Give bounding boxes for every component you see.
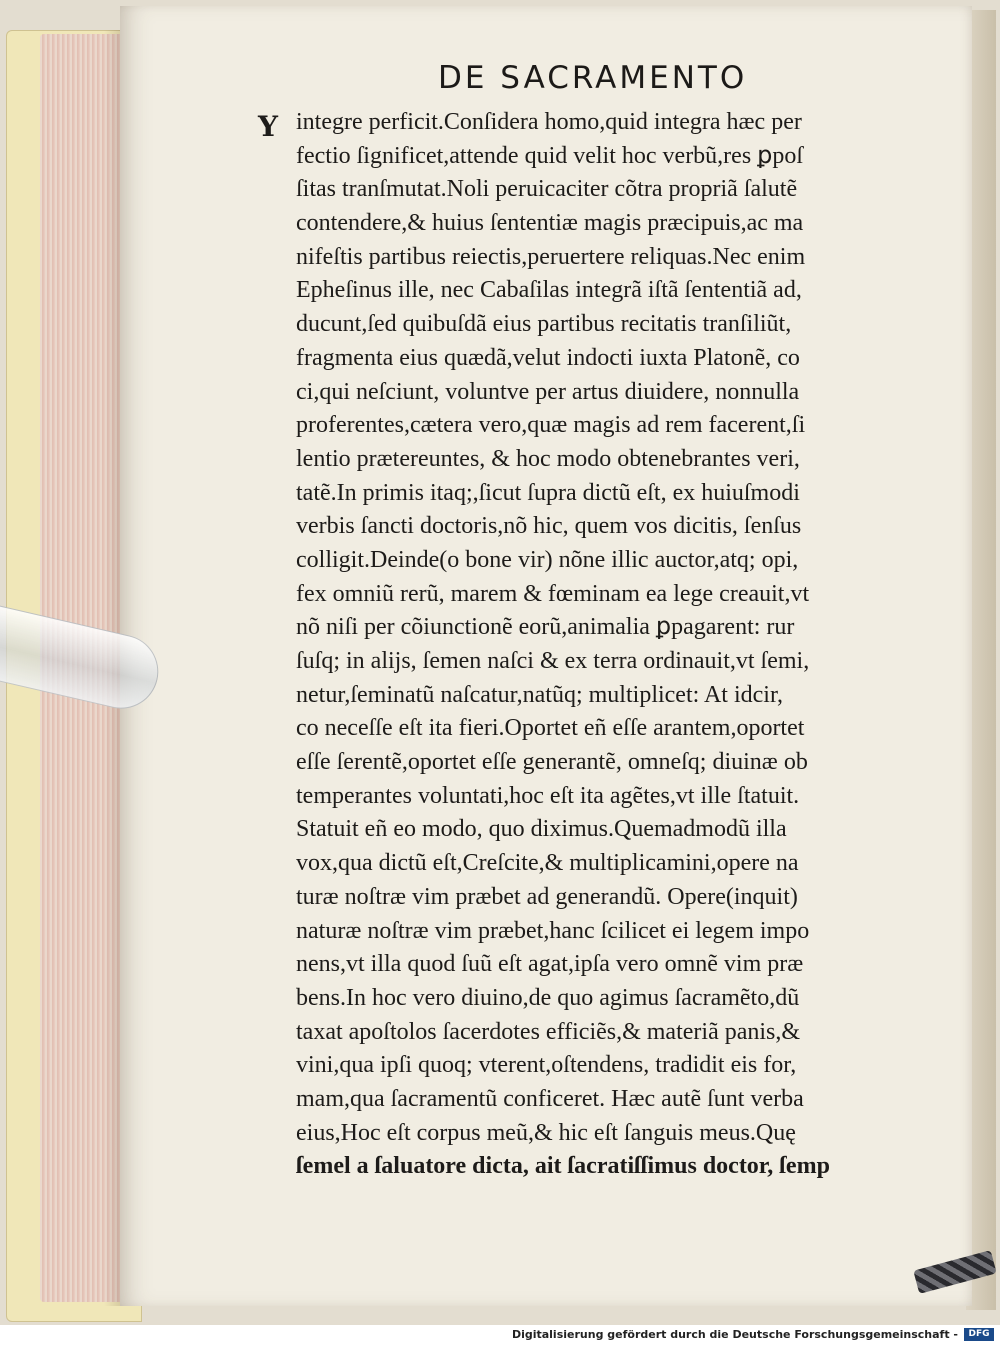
- running-title: DE SACRAMENTO: [438, 60, 748, 96]
- text-line: verbis ſancti doctoris,nõ hic, quem vos dicitis, ſenſus: [296, 513, 802, 540]
- text-line: co neceſſe eſt ita fieri.Oportet eñ eſſe arantem,oportet: [296, 715, 805, 742]
- text-line: ſitas tranſmutat.Noli peruicaciter cõtra propriã ſalutẽ: [296, 176, 798, 203]
- text-line: Statuit eñ eo modo, quo diximus.Quemadmodũ illa: [296, 816, 787, 843]
- text-line: fragmenta eius quædã,velut indocti iuxta Platonẽ, co: [296, 344, 800, 371]
- text-line: nõ niſi per cõiunctionẽ eorũ,animalia ꝑpagarent: rur: [296, 614, 795, 641]
- text-line: nens,vt illa quod ſuũ eſt agat,ipſa vero omnẽ vim præ: [296, 951, 804, 978]
- text-line: ci,qui neſciunt, voluntve per artus diuidere, nonnulla: [296, 378, 800, 405]
- text-line: integre perficit.Conſidera homo,quid integra hæc per: [296, 109, 802, 135]
- text-line: contendere,& huius ſententiæ magis præcipuis,ac ma: [296, 210, 804, 237]
- text-line: fectio ſignificet,attende quid velit hoc verbũ,res ꝑpoſ: [296, 142, 804, 169]
- text-line: naturæ noſtræ vim præbet,hanc ſcilicet ei legem impo: [296, 917, 810, 944]
- text-line: fex omniũ rerũ, marem & fœminam ea lege creauit,vt: [296, 580, 810, 607]
- text-line: nifeſtis partibus reiectis,peruertere reliquas.Nec enim: [296, 243, 806, 270]
- text-line: turæ noſtræ vim præbet ad generandũ. Opere(inquit): [296, 883, 798, 910]
- text-line: eſſe ſerentẽ,oportet eſſe generantẽ, omneſq; diuinæ ob: [296, 749, 808, 776]
- text-line: temperantes voluntati,hoc eſt ita agẽtes,vt ille ſtatuit.: [296, 782, 800, 809]
- signature-mark: Y: [258, 110, 278, 143]
- funding-credit: Digitalisierung gefördert durch die Deutsche Forschungsgemeinschaft -: [511, 1328, 958, 1341]
- text-line: lentio prætereuntes, & hoc modo obtenebrantes veri,: [296, 445, 800, 472]
- text-line: eius,Hoc eſt corpus meũ,& hic eſt ſanguis meus.Quę: [296, 1119, 796, 1146]
- dfg-logo: DFG: [964, 1328, 994, 1341]
- text-line: ſuſq; in alijs, ſemen naſci & ex terra ordinauit,vt ſemi,: [296, 648, 810, 674]
- text-line: ſemel a ſaluatore dicta, ait ſacratiſſimus doctor, ſemp: [296, 1153, 830, 1180]
- text-line: tatẽ.In primis itaq;,ſicut ſupra dictũ eſt, ex huiuſmodi: [296, 479, 800, 506]
- body-text: [296, 106, 926, 1184]
- text-line: bens.In hoc vero diuino,de quo agimus ſacramẽto,dũ: [296, 984, 800, 1011]
- text-line: colligit.Deinde(o bone vir) nõne illic auctor,atq; opi,: [296, 546, 799, 573]
- text-line: mam,qua ſacramentũ conficeret. Hæc autẽ ſunt verba: [296, 1085, 804, 1112]
- text-line: vini,qua ipſi quoq; vterent,oſtendens, tradidit eis for,: [296, 1052, 797, 1079]
- text-line: ducunt,ſed quibuſdã eius partibus recitatis tranſiliũt,: [296, 311, 792, 338]
- text-line: proferentes,cætera vero,quæ magis ad rem facerent,ſi: [296, 412, 806, 439]
- text-line: vox,qua dictũ eſt,Creſcite,& multiplicamini,opere na: [296, 850, 799, 877]
- text-line: Epheſinus ille, nec Cabaſilas integrã iſtã ſententiã ad,: [296, 277, 802, 304]
- text-line: taxat apoſtolos ſacerdotes efficiẽs,& materiã panis,&: [296, 1018, 801, 1045]
- text-line: netur,ſeminatũ naſcatur,natũq; multiplicet: At idcir,: [296, 681, 783, 708]
- footer-bar: [0, 1325, 1000, 1345]
